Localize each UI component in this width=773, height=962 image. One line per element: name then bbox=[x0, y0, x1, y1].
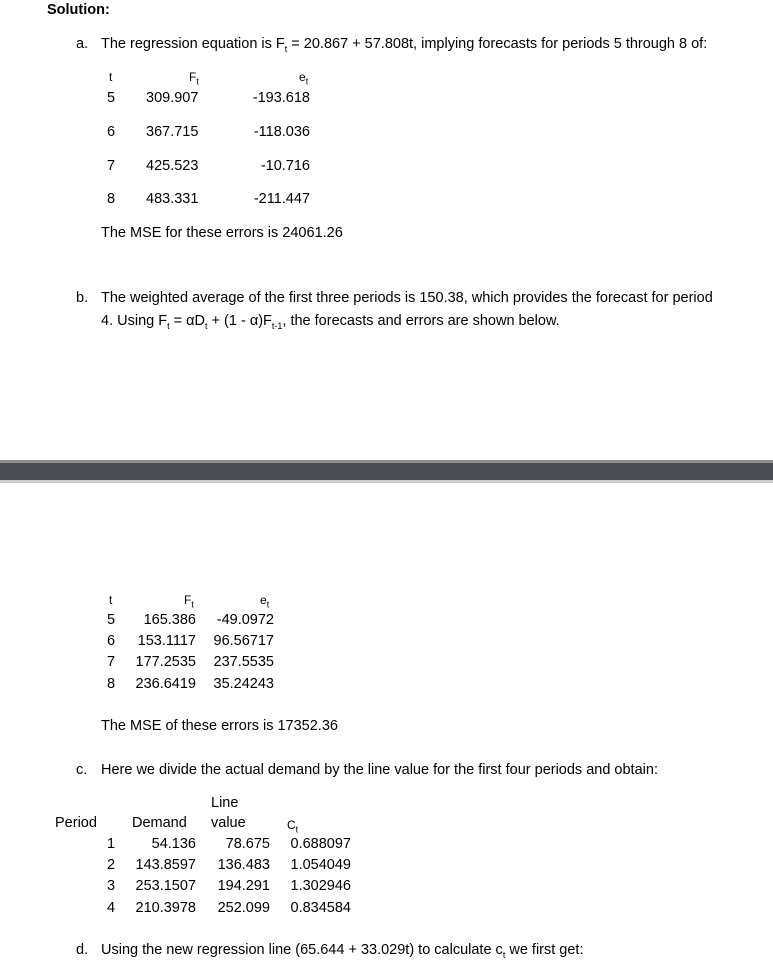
part-a-header-f: $F_t$ bbox=[189, 70, 199, 87]
part-a-cell-f: 309.907 bbox=[146, 90, 199, 106]
part-a-header-e: $e_t$ bbox=[299, 70, 309, 87]
part-c-cell-demand: 210.3978 bbox=[135, 900, 196, 916]
part-c-cell-period: 4 bbox=[107, 900, 116, 916]
part-b-line2: 4. Using $F_t = \alpha D_t + (1 - \alpha)F_{t-1}$, the forecasts and errors are shown below. bbox=[101, 313, 560, 331]
part-b-cell-e: -49.0972 bbox=[216, 612, 274, 628]
part-b-line1: The weighted average of the first three periods is 150.38, which provides the forecast for period bbox=[101, 290, 713, 306]
part-c-cell-c: 1.302946 bbox=[290, 878, 351, 894]
part-a-mse: The MSE for these errors is 24061.26 bbox=[101, 225, 343, 241]
part-b-cell-t: 5 bbox=[107, 612, 116, 628]
part-b-cell-e: 96.56717 bbox=[213, 633, 274, 649]
part-c-cell-demand: 54.136 bbox=[151, 836, 196, 852]
part-c-cell-period: 1 bbox=[107, 836, 116, 852]
part-b-cell-f: 236.6419 bbox=[135, 676, 196, 692]
part-b-cell-f: 177.2535 bbox=[135, 654, 196, 670]
part-b-cell-e: 35.24243 bbox=[213, 676, 274, 692]
part-b-header-f: $F_t$ bbox=[184, 593, 194, 610]
part-c-cell-line: 252.099 bbox=[217, 900, 270, 916]
part-c-header-period: Period bbox=[55, 815, 97, 831]
part-a-cell-f: 425.523 bbox=[146, 158, 199, 174]
part-c-cell-line: 78.675 bbox=[225, 836, 270, 852]
part-c-cell-line: 194.291 bbox=[217, 878, 270, 894]
part-a-cell-e: -118.036 bbox=[253, 124, 310, 140]
part-d-text: Using the new regression line (65.644 + 33.029t) to calculate $c_t$ we first get: bbox=[101, 942, 584, 960]
part-c-header-c: $C_t$ bbox=[287, 818, 299, 835]
part-b-cell-e: 237.5535 bbox=[213, 654, 274, 670]
part-a-header-t: t bbox=[109, 70, 113, 84]
part-d-label: d. bbox=[76, 942, 89, 958]
part-b-cell-t: 7 bbox=[107, 654, 116, 670]
part-a-text: The regression equation is $F_t = 20.867 + 57.808t$, implying forecasts for periods 5 through 8 of: bbox=[101, 36, 708, 54]
part-c-text: Here we divide the actual demand by the line value for the first four periods and obtain: bbox=[101, 762, 658, 778]
part-a-cell-t: 5 bbox=[107, 90, 116, 106]
part-a-cell-t: 7 bbox=[107, 158, 116, 174]
part-b-cell-t: 6 bbox=[107, 633, 116, 649]
part-a-label: a. bbox=[76, 36, 89, 52]
part-b-cell-f: 153.1117 bbox=[137, 633, 196, 649]
part-c-cell-demand: 253.1507 bbox=[135, 878, 196, 894]
part-a-cell-f: 367.715 bbox=[146, 124, 199, 140]
part-b-cell-f: 165.386 bbox=[143, 612, 196, 628]
solution-heading: Solution: bbox=[47, 2, 110, 18]
part-c-cell-demand: 143.8597 bbox=[135, 857, 196, 873]
page-separator bbox=[0, 463, 773, 480]
part-a-cell-t: 8 bbox=[107, 191, 116, 207]
part-c-cell-c: 0.834584 bbox=[290, 900, 351, 916]
part-a-cell-e: -10.716 bbox=[260, 158, 310, 174]
part-b-label: b. bbox=[76, 290, 89, 306]
part-a-cell-f: 483.331 bbox=[146, 191, 199, 207]
part-a-cell-t: 6 bbox=[107, 124, 116, 140]
part-b-header-t: t bbox=[109, 593, 113, 607]
part-c-cell-line: 136.483 bbox=[217, 857, 270, 873]
part-a-cell-e: -193.618 bbox=[252, 90, 310, 106]
part-b-mse: The MSE of these errors is 17352.36 bbox=[101, 718, 338, 734]
part-c-cell-period: 2 bbox=[107, 857, 116, 873]
part-c-header-demand: Demand bbox=[132, 815, 187, 831]
part-c-header-line: Line bbox=[211, 795, 239, 811]
part-c-cell-c: 0.688097 bbox=[290, 836, 351, 852]
part-c-cell-period: 3 bbox=[107, 878, 116, 894]
part-c-header-value: value bbox=[211, 815, 246, 831]
part-a-cell-e: -211.447 bbox=[253, 191, 310, 207]
part-c-cell-c: 1.054049 bbox=[290, 857, 351, 873]
part-c-label: c. bbox=[76, 762, 88, 778]
part-b-cell-t: 8 bbox=[107, 676, 116, 692]
part-b-header-e: $e_t$ bbox=[260, 593, 270, 610]
